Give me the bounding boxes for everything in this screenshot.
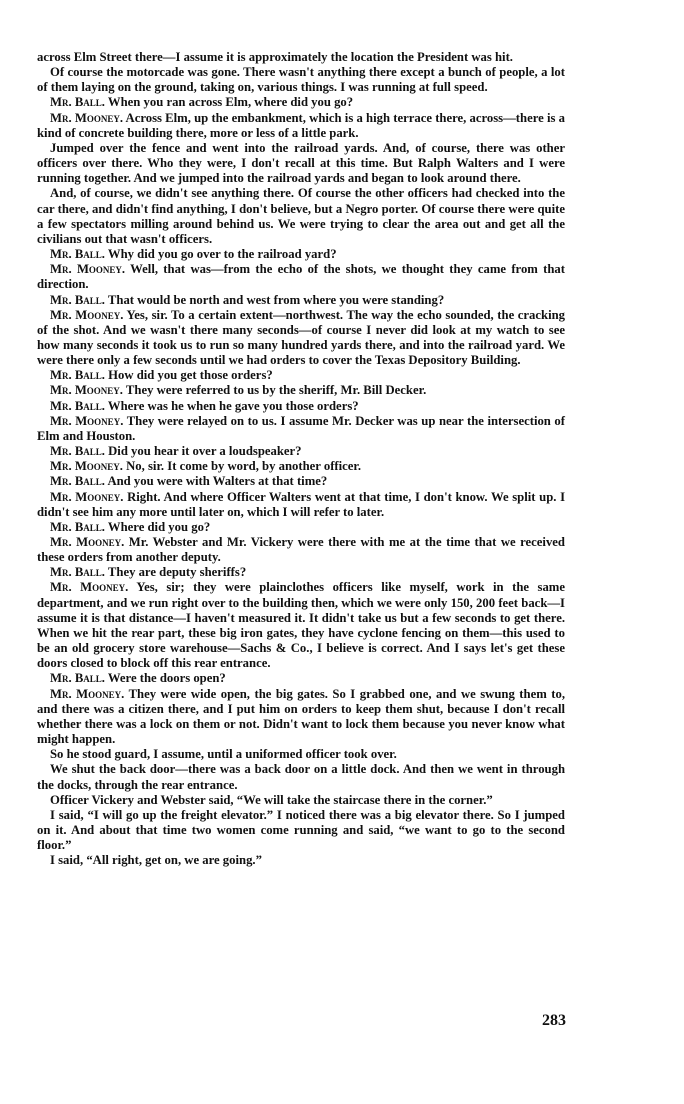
paragraph bbox=[37, 247, 565, 262]
paragraph-text: When you ran across Elm, where did you go? bbox=[107, 95, 354, 110]
paragraph-text: No, sir. It come by word, by another officer. bbox=[126, 459, 362, 474]
paragraph-text: Why did you go over to the railroad yard? bbox=[107, 247, 337, 262]
paragraph bbox=[37, 853, 565, 868]
paragraph-text: Of course the motorcade was gone. There wasn't anything there except a bunch of people, a lot of them laying on the ground, taking on, various things. I was running at full speed. bbox=[37, 65, 565, 95]
speaker-label: Mr. Ball. bbox=[50, 565, 105, 580]
paragraph bbox=[37, 414, 565, 444]
paragraph bbox=[37, 186, 565, 247]
page-body bbox=[37, 50, 565, 868]
paragraph bbox=[37, 399, 565, 414]
paragraph bbox=[37, 262, 565, 292]
paragraph-text: And, of course, we didn't see anything there. Of course the other officers had checked into the car there, and didn't find anything, I don't believe, but a Negro porter. Of course there were quite a few spectators milling around behind us. We were trying to clear the area out and get all the civilians out that wasn't officers. bbox=[37, 186, 565, 246]
paragraph bbox=[37, 459, 565, 474]
paragraph-text: Yes, sir. To a certain extent—northwest. The way the echo sounded, the cracking of the shot. And we wasn't there many seconds—of course I never did look at my watch to see how many seconds it took us to run so many hundred yards there, and into the railroad yard. We were there only a few seconds until we had orders to cover the Texas Depository Building. bbox=[37, 307, 566, 368]
speaker-label: Mr. Ball. bbox=[50, 671, 105, 686]
paragraph bbox=[37, 793, 565, 808]
paragraph bbox=[37, 95, 565, 110]
speaker-label: Mr. Mooney. bbox=[50, 686, 125, 701]
speaker-label: Mr. Ball. bbox=[50, 398, 105, 413]
speaker-label: Mr. Mooney. bbox=[50, 413, 124, 428]
paragraph-text: Mr. Webster and Mr. Vickery were there with me at the time that we received these orders from another deputy. bbox=[37, 535, 565, 565]
speaker-label: Mr. Mooney. bbox=[50, 262, 126, 277]
speaker-label: Mr. Mooney. bbox=[50, 580, 129, 595]
paragraph-text: Were the doors open? bbox=[107, 671, 226, 686]
speaker-label: Mr. Mooney. bbox=[50, 110, 124, 125]
paragraph-text: across Elm Street there—I assume it is approximately the location the President was hit. bbox=[37, 50, 513, 64]
paragraph-text: I said, “All right, get on, we are going.” bbox=[50, 853, 262, 868]
speaker-label: Mr. Mooney. bbox=[50, 489, 124, 504]
page-number: 283 bbox=[542, 1012, 566, 1029]
paragraph bbox=[37, 111, 565, 141]
paragraph bbox=[37, 474, 565, 489]
paragraph-text: That would be north and west from where you were standing? bbox=[107, 292, 445, 307]
paragraph bbox=[37, 50, 565, 65]
paragraph-text: We shut the back door—there was a back door on a little dock. And then we went in through the docks, through the rear entrance. bbox=[37, 762, 565, 792]
paragraph-text: I said, “I will go up the freight elevator.” I noticed there was a big elevator there. So I jumped on it. And about that time two women come running and said, “we want to go to the second floor.” bbox=[37, 807, 565, 853]
paragraph-text: How did you get those orders? bbox=[108, 368, 273, 383]
paragraph bbox=[37, 580, 565, 671]
paragraph-text: Officer Vickery and Webster said, “We will take the staircase there in the corner.” bbox=[50, 792, 493, 807]
testimony-text bbox=[37, 50, 565, 868]
paragraph bbox=[37, 308, 565, 369]
paragraph-text: Across Elm, up the embankment, which is a high terrace there, across—there is a kind of concrete building there, more or less of a little park. bbox=[37, 110, 565, 140]
paragraph bbox=[37, 565, 565, 580]
paragraph-text: Right. And where Officer Walters went at that time, I don't know. We split up. I didn't see him any more until later on, which I will refer to later. bbox=[37, 489, 566, 519]
paragraph-text: Well, that was—from the echo of the shots, we thought they came from that direction. bbox=[37, 262, 566, 292]
paragraph-text: They were referred to us by the sheriff, Mr. Bill Decker. bbox=[125, 383, 427, 398]
paragraph-text: Jumped over the fence and went into the railroad yards. And, of course, there was other officers over there. Who they were, I don't recall at this time. But Ralph Walters and I were running together. And we jumped into the railroad yards and began to look around there. bbox=[37, 140, 565, 186]
speaker-label: Mr. Ball. bbox=[50, 519, 105, 534]
paragraph bbox=[37, 444, 565, 459]
speaker-label: Mr. Ball. bbox=[50, 368, 105, 383]
paragraph bbox=[37, 747, 565, 762]
paragraph-text: And you were with Walters at that time? bbox=[107, 474, 328, 489]
paragraph bbox=[37, 141, 565, 186]
paragraph bbox=[37, 65, 565, 95]
paragraph-text: So he stood guard, I assume, until a uniformed officer took over. bbox=[50, 747, 397, 762]
paragraph-text: They were wide open, the big gates. So I grabbed one, and we swung them to, and there was a citizen there, and I put him on orders to keep them shut, because I don't recall whether there was a lock on them or not. Didn't want to lock them because you never know what might happen. bbox=[37, 686, 566, 747]
paragraph-text: Did you hear it over a loudspeaker? bbox=[108, 444, 302, 459]
speaker-label: Mr. Ball. bbox=[50, 292, 105, 307]
paragraph bbox=[37, 808, 565, 853]
paragraph bbox=[37, 535, 565, 565]
speaker-label: Mr. Mooney. bbox=[50, 383, 123, 398]
paragraph bbox=[37, 762, 565, 792]
paragraph bbox=[37, 520, 565, 535]
speaker-label: Mr. Ball. bbox=[50, 444, 105, 459]
paragraph-text: They are deputy sheriffs? bbox=[107, 565, 247, 580]
paragraph-text: Yes, sir; they were plainclothes officers like myself, work in the same department, and we run right over to the building then, which we were only 150, 200 feet back—I assume it is that distance—I haven't measured it. It didn't take us but a few seconds to get there. When we hit the rear part, these big iron gates, they have cyclone fencing on them—this used to be an old grocery store warehouse—Sachs & Co., I believe is correct. And I says let's get these doors closed to block off this rear entrance. bbox=[37, 580, 566, 671]
paragraph-text: Where did you go? bbox=[107, 519, 211, 534]
speaker-label: Mr. Ball. bbox=[50, 474, 105, 489]
paragraph-text: Where was he when he gave you those orders? bbox=[107, 398, 359, 413]
speaker-label: Mr. Ball. bbox=[50, 247, 105, 262]
paragraph-text: They were relayed on to us. I assume Mr. Decker was up near the intersection of Elm and Houston. bbox=[37, 413, 566, 443]
paragraph bbox=[37, 490, 565, 520]
paragraph bbox=[37, 671, 565, 686]
speaker-label: Mr. Ball. bbox=[50, 95, 105, 110]
paragraph bbox=[37, 293, 565, 308]
paragraph bbox=[37, 383, 565, 398]
speaker-label: Mr. Mooney. bbox=[50, 307, 124, 322]
speaker-label: Mr. Mooney. bbox=[50, 535, 125, 549]
speaker-label: Mr. Mooney. bbox=[50, 459, 123, 474]
paragraph bbox=[37, 687, 565, 748]
paragraph bbox=[37, 368, 565, 383]
